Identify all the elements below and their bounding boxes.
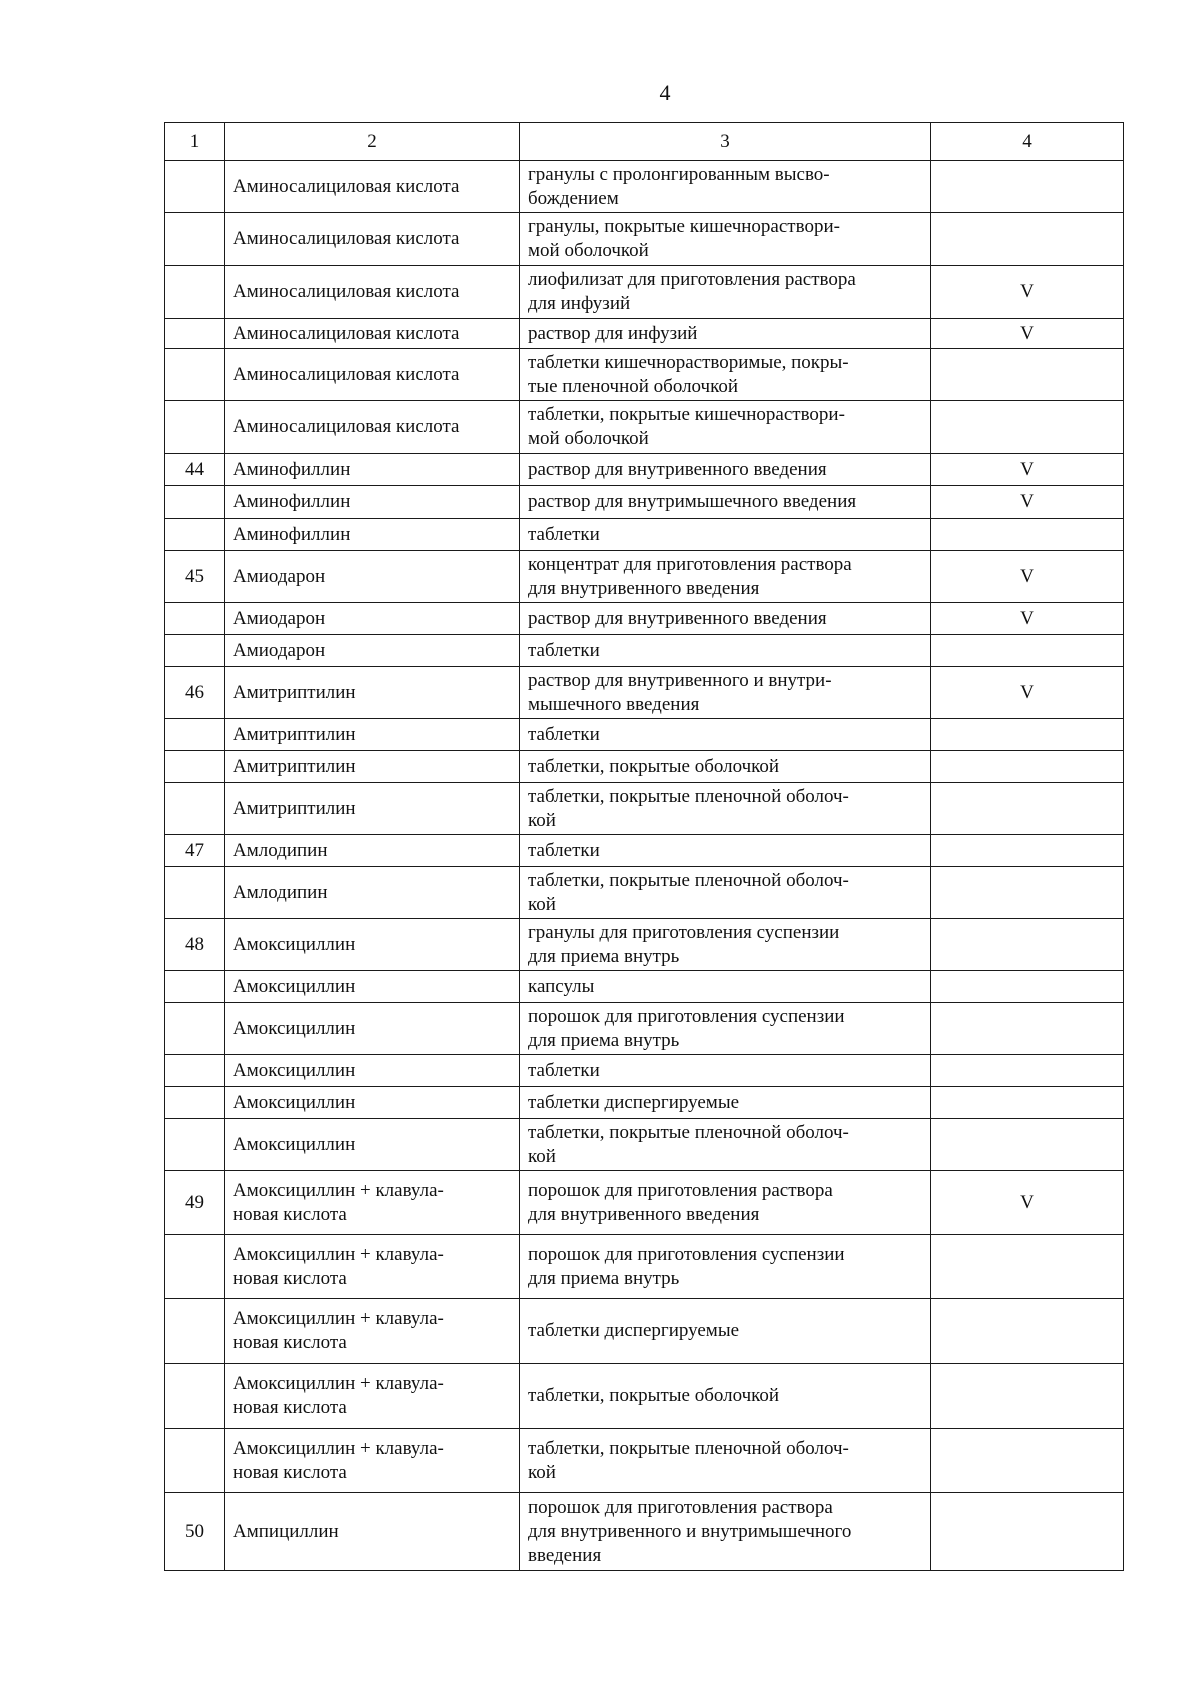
mark-cell: V [931, 551, 1124, 603]
drug-name-cell [225, 486, 520, 519]
row-number-cell: 49 [165, 1171, 225, 1235]
row-number-cell [165, 1119, 225, 1171]
mark-cell [931, 519, 1124, 551]
mark-cell [931, 349, 1124, 401]
mark-cell: V [931, 319, 1124, 349]
table-row [165, 667, 1124, 719]
dosage-form-cell [520, 319, 931, 349]
drug-list-table [164, 122, 1124, 1571]
row-number-cell: 47 [165, 835, 225, 867]
table-row [165, 1171, 1124, 1235]
table-header-row [165, 123, 1124, 161]
table-row [165, 161, 1124, 213]
dosage-form-cell [520, 1055, 931, 1087]
form-line: таблетки [528, 639, 600, 661]
form-line: порошок для приготовления раствора [528, 1179, 833, 1201]
drug-line: Амоксициллин [233, 933, 356, 955]
drug-name-cell [225, 1429, 520, 1493]
form-line: таблетки [528, 1059, 600, 1081]
table-row [165, 919, 1124, 971]
drug-name-cell [225, 1119, 520, 1171]
drug-line: Аминофиллин [233, 491, 351, 512]
drug-line: Амоксициллин [233, 1133, 356, 1155]
dosage-form-cell [520, 835, 931, 867]
row-number-cell [165, 401, 225, 454]
table-row [165, 1299, 1124, 1364]
row-number-cell [165, 751, 225, 783]
form-line: таблетки [528, 723, 600, 745]
row-number-cell [165, 1087, 225, 1119]
mark-cell [931, 835, 1124, 867]
drug-name-cell [225, 1003, 520, 1055]
row-number-cell: 45 [165, 551, 225, 603]
form-line: капсулы [528, 975, 595, 997]
drug-line: Амлодипин [233, 881, 328, 903]
drug-name-cell [225, 1235, 520, 1299]
row-number-cell [165, 783, 225, 835]
mark-cell: V [931, 667, 1124, 719]
table-row [165, 401, 1124, 454]
drug-name-cell [225, 213, 520, 266]
form-line: кой [528, 1145, 556, 1167]
header-cell-4: 4 [931, 123, 1124, 161]
drug-name-cell [225, 401, 520, 454]
form-line: таблетки, покрытые пленочной оболоч- [528, 785, 849, 807]
drug-name-cell [225, 266, 520, 319]
drug-name-cell [225, 551, 520, 603]
row-number-cell [165, 719, 225, 751]
dosage-form-cell [520, 1003, 931, 1055]
form-line: лиофилизат для приготовления раствора [528, 269, 856, 290]
dosage-form-cell [520, 751, 931, 783]
form-line: для приема внутрь [528, 1267, 680, 1289]
row-number-cell [165, 213, 225, 266]
drug-line: Амитриптилин [233, 723, 356, 745]
mark-cell [931, 635, 1124, 667]
mark-cell [931, 401, 1124, 454]
drug-name-cell [225, 867, 520, 919]
drug-line: новая кислота [233, 1461, 347, 1483]
dosage-form-cell [520, 349, 931, 401]
form-line: мой оболочкой [528, 428, 649, 449]
table-row [165, 519, 1124, 551]
form-line: бождением [528, 187, 619, 209]
mark-cell [931, 867, 1124, 919]
table-row [165, 867, 1124, 919]
drug-name-cell [225, 635, 520, 667]
dosage-form-cell [520, 1235, 931, 1299]
form-line: таблетки, покрытые оболочкой [528, 1385, 780, 1406]
form-line: таблетки, покрытые кишечнораствори- [528, 404, 845, 425]
drug-name-cell [225, 1055, 520, 1087]
dosage-form-cell [520, 635, 931, 667]
dosage-form-cell [520, 1087, 931, 1119]
mark-cell [931, 919, 1124, 971]
form-line: таблетки [528, 839, 600, 861]
drug-line: Амоксициллин [233, 1017, 356, 1039]
row-number-cell [165, 971, 225, 1003]
form-line: гранулы, покрытые кишечнораствори- [528, 216, 840, 237]
dosage-form-cell [520, 667, 931, 719]
form-line: мой оболочкой [528, 240, 649, 261]
dosage-form-cell [520, 919, 931, 971]
dosage-form-cell [520, 266, 931, 319]
row-number-cell [165, 1429, 225, 1493]
mark-cell [931, 783, 1124, 835]
dosage-form-cell [520, 1364, 931, 1429]
mark-cell [931, 1493, 1124, 1571]
form-line: раствор для внутримышечного введения [528, 491, 857, 512]
row-number-cell [165, 1055, 225, 1087]
form-line: для приема внутрь [528, 1029, 680, 1051]
dosage-form-cell [520, 161, 931, 213]
drug-name-cell [225, 454, 520, 486]
table-row [165, 1003, 1124, 1055]
dosage-form-cell [520, 401, 931, 454]
dosage-form-cell [520, 1119, 931, 1171]
row-number-cell [165, 867, 225, 919]
mark-cell [931, 1299, 1124, 1364]
table-row [165, 551, 1124, 603]
dosage-form-cell [520, 1299, 931, 1364]
table-row [165, 486, 1124, 519]
row-number-cell [165, 349, 225, 401]
table-row [165, 719, 1124, 751]
drug-name-cell [225, 349, 520, 401]
dosage-form-cell [520, 519, 931, 551]
table-row [165, 635, 1124, 667]
drug-line: Аминосалициловая кислота [233, 416, 460, 437]
drug-name-cell [225, 161, 520, 213]
row-number-cell [165, 319, 225, 349]
drug-line: Амитриптилин [233, 797, 356, 819]
form-line: таблетки кишечнорастворимые, покры- [528, 351, 849, 373]
drug-line: Амитриптилин [233, 681, 356, 703]
row-number-cell [165, 266, 225, 319]
header-cell-3: 3 [520, 123, 931, 161]
drug-name-cell [225, 1493, 520, 1571]
form-line: таблетки диспергируемые [528, 1091, 740, 1113]
drug-line: Амоксициллин + клавула- [233, 1373, 444, 1394]
drug-name-cell [225, 1364, 520, 1429]
row-number-cell [165, 1299, 225, 1364]
form-line: тые пленочной оболочкой [528, 375, 739, 397]
table-row [165, 1364, 1124, 1429]
drug-name-cell [225, 1299, 520, 1364]
drug-line: Амоксициллин + клавула- [233, 1243, 444, 1265]
table-row [165, 1429, 1124, 1493]
drug-line: Аминосалициловая кислота [233, 281, 460, 302]
mark-cell [931, 1119, 1124, 1171]
mark-cell [931, 751, 1124, 783]
drug-line: Аминосалициловая кислота [233, 363, 460, 385]
mark-cell [931, 213, 1124, 266]
drug-name-cell [225, 1171, 520, 1235]
form-line: кой [528, 1461, 556, 1483]
form-line: порошок для приготовления раствора [528, 1496, 833, 1518]
dosage-form-cell [520, 454, 931, 486]
row-number-cell [165, 603, 225, 635]
row-number-cell: 48 [165, 919, 225, 971]
form-line: гранулы с пролонгированным высво- [528, 163, 830, 185]
dosage-form-cell [520, 719, 931, 751]
form-line: порошок для приготовления суспензии [528, 1243, 845, 1265]
mark-cell: V [931, 454, 1124, 486]
form-line: концентрат для приготовления раствора [528, 553, 852, 575]
drug-line: новая кислота [233, 1332, 347, 1353]
mark-cell: V [931, 266, 1124, 319]
drug-line: Амоксициллин [233, 1091, 356, 1113]
mark-cell [931, 1003, 1124, 1055]
form-line: введения [528, 1544, 602, 1566]
drug-line: Аминофиллин [233, 523, 351, 545]
drug-line: Амоксициллин [233, 975, 356, 997]
mark-cell [931, 1429, 1124, 1493]
table-row [165, 319, 1124, 349]
mark-cell [931, 1087, 1124, 1119]
form-line: раствор для внутривенного и внутри- [528, 669, 832, 691]
drug-line: Амиодарон [233, 565, 326, 587]
drug-line: Амоксициллин + клавула- [233, 1437, 444, 1459]
table-row [165, 603, 1124, 635]
form-line: таблетки, покрытые оболочкой [528, 755, 780, 777]
dosage-form-cell [520, 603, 931, 635]
drug-line: Аминосалициловая кислота [233, 228, 460, 249]
drug-name-cell [225, 751, 520, 783]
row-number-cell [165, 519, 225, 551]
form-line: для приема внутрь [528, 945, 680, 967]
drug-name-cell [225, 783, 520, 835]
table-row [165, 454, 1124, 486]
drug-line: новая кислота [233, 1203, 347, 1225]
table-row [165, 1235, 1124, 1299]
mark-cell [931, 1364, 1124, 1429]
dosage-form-cell [520, 783, 931, 835]
drug-name-cell [225, 719, 520, 751]
drug-line: Амоксициллин + клавула- [233, 1179, 444, 1201]
form-line: мышечного введения [528, 693, 700, 715]
table-row [165, 971, 1124, 1003]
mark-cell [931, 161, 1124, 213]
drug-name-cell [225, 1087, 520, 1119]
form-line: кой [528, 893, 556, 915]
mark-cell [931, 971, 1124, 1003]
page-number: 4 [659, 80, 671, 105]
dosage-form-cell [520, 867, 931, 919]
dosage-form-cell [520, 551, 931, 603]
table-row [165, 1493, 1124, 1571]
drug-line: новая кислота [233, 1267, 347, 1289]
table-row [165, 1055, 1124, 1087]
drug-line: Аминосалициловая кислота [233, 322, 460, 344]
row-number-cell: 46 [165, 667, 225, 719]
table-row [165, 1119, 1124, 1171]
row-number-cell [165, 486, 225, 519]
mark-cell: V [931, 486, 1124, 519]
row-number-cell [165, 161, 225, 213]
form-line: раствор для внутривенного введения [528, 607, 827, 629]
drug-name-cell [225, 603, 520, 635]
form-line: таблетки, покрытые пленочной оболоч- [528, 1437, 849, 1459]
drug-line: Амоксициллин [233, 1059, 356, 1081]
drug-name-cell [225, 835, 520, 867]
mark-cell: V [931, 1171, 1124, 1235]
drug-name-cell [225, 971, 520, 1003]
drug-name-cell [225, 667, 520, 719]
dosage-form-cell [520, 971, 931, 1003]
form-line: для инфузий [528, 293, 631, 314]
table-row [165, 783, 1124, 835]
mark-cell [931, 1235, 1124, 1299]
table-row [165, 1087, 1124, 1119]
table-row [165, 349, 1124, 401]
drug-line: Амоксициллин + клавула- [233, 1308, 444, 1329]
table-row [165, 266, 1124, 319]
drug-name-cell [225, 319, 520, 349]
form-line: таблетки, покрытые пленочной оболоч- [528, 1121, 849, 1143]
row-number-cell: 44 [165, 454, 225, 486]
drug-name-cell [225, 919, 520, 971]
drug-line: Амиодарон [233, 607, 326, 629]
drug-line: Аминофиллин [233, 458, 351, 480]
header-cell-1: 1 [165, 123, 225, 161]
row-number-cell [165, 1235, 225, 1299]
table-row [165, 835, 1124, 867]
form-line: порошок для приготовления суспензии [528, 1005, 845, 1027]
drug-line: Ампициллин [233, 1520, 339, 1542]
dosage-form-cell [520, 486, 931, 519]
mark-cell [931, 719, 1124, 751]
drug-line: Амитриптилин [233, 755, 356, 777]
form-line: таблетки [528, 523, 600, 545]
mark-cell: V [931, 603, 1124, 635]
form-line: таблетки диспергируемые [528, 1320, 740, 1341]
dosage-form-cell [520, 1429, 931, 1493]
form-line: для внутривенного введения [528, 1203, 760, 1225]
row-number-cell [165, 1003, 225, 1055]
header-cell-2: 2 [225, 123, 520, 161]
drug-line: Амиодарон [233, 639, 326, 661]
drug-line: Амлодипин [233, 839, 328, 861]
form-line: таблетки, покрытые пленочной оболоч- [528, 869, 849, 891]
form-line: кой [528, 809, 556, 831]
form-line: раствор для инфузий [528, 322, 698, 344]
drug-line: новая кислота [233, 1397, 347, 1418]
drug-line: Аминосалициловая кислота [233, 175, 460, 197]
form-line: раствор для внутривенного введения [528, 458, 827, 480]
dosage-form-cell [520, 1493, 931, 1571]
form-line: гранулы для приготовления суспензии [528, 921, 840, 943]
row-number-cell: 50 [165, 1493, 225, 1571]
table-row [165, 751, 1124, 783]
dosage-form-cell [520, 213, 931, 266]
form-line: для внутривенного и внутримышечного [528, 1520, 852, 1542]
row-number-cell [165, 635, 225, 667]
drug-name-cell [225, 519, 520, 551]
row-number-cell [165, 1364, 225, 1429]
mark-cell [931, 1055, 1124, 1087]
table-row [165, 213, 1124, 266]
form-line: для внутривенного введения [528, 577, 760, 599]
dosage-form-cell [520, 1171, 931, 1235]
